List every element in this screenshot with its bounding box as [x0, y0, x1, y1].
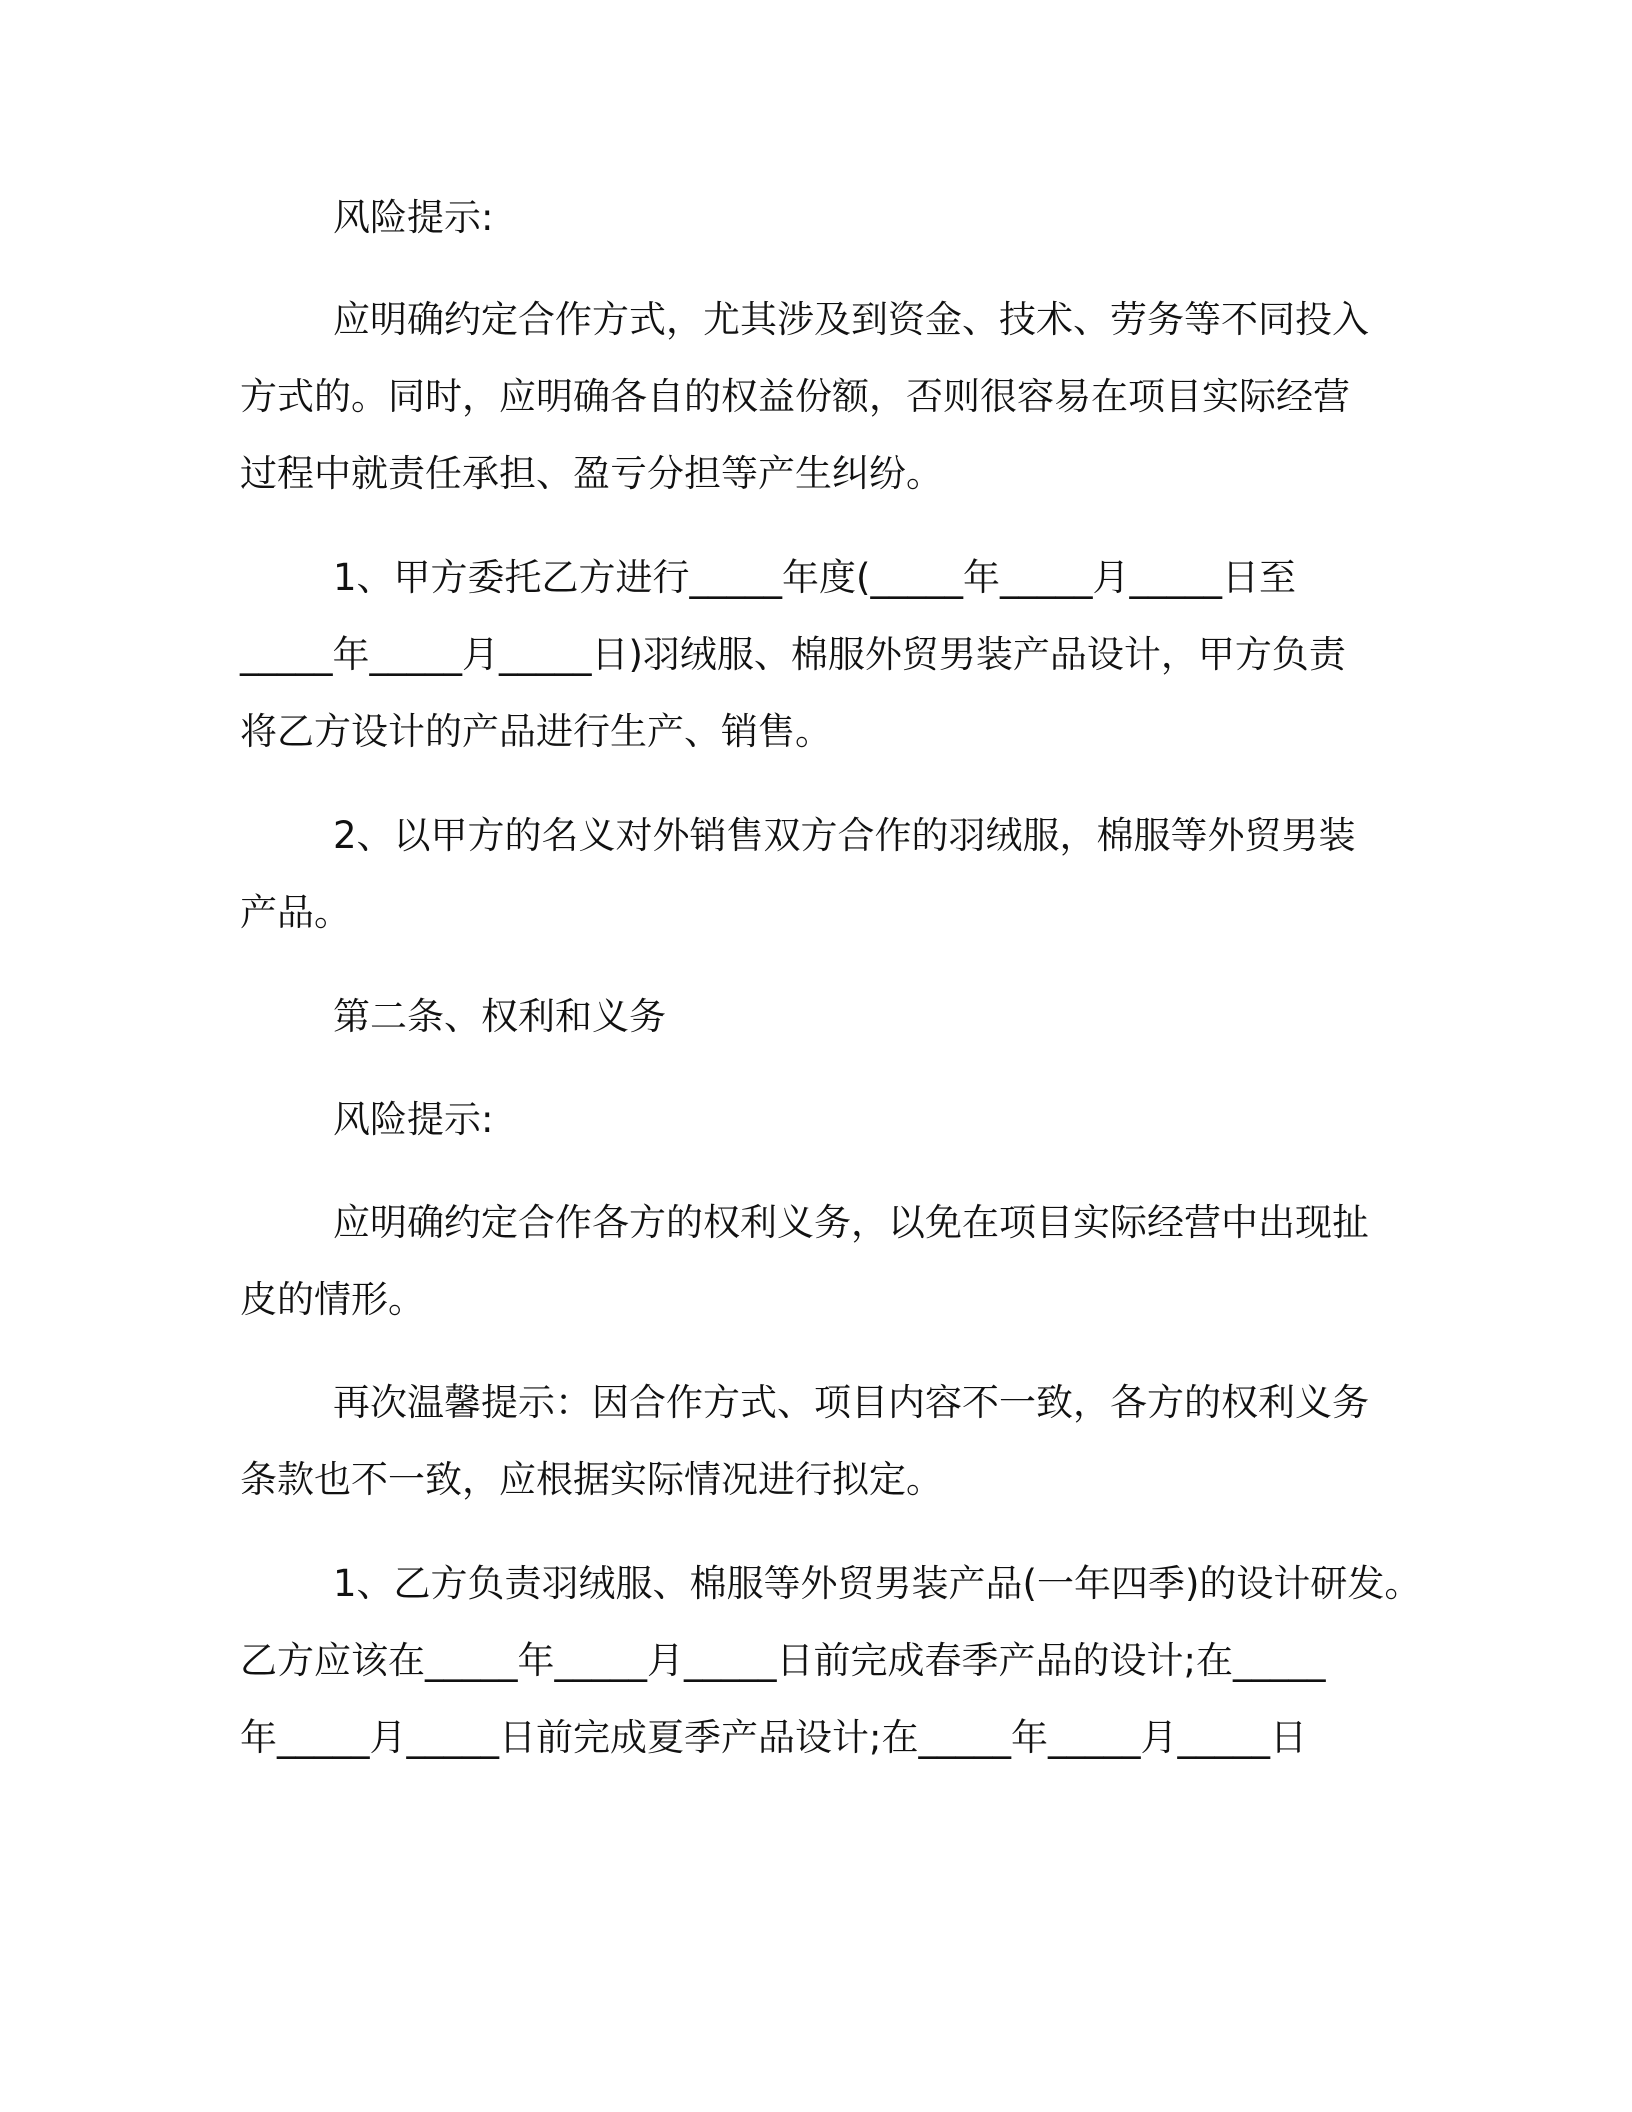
- obligation-item-1-line: 乙方应该在_____年_____月_____日前完成春季产品的设计;在_____: [240, 1639, 1326, 1682]
- risk-notice-heading: 风险提示:: [333, 1098, 494, 1141]
- clause-item-1-line: _____年_____月_____日)羽绒服、棉服外贸男装产品设计，甲方负责: [240, 633, 1346, 676]
- reminder-line: 条款也不一致，应根据实际情况进行拟定。: [240, 1458, 943, 1501]
- paragraph-line: 皮的情形。: [240, 1278, 425, 1321]
- paragraph-line: 应明确约定合作方式，尤其涉及到资金、技术、劳务等不同投入: [333, 298, 1369, 341]
- clause-item-2-line: 产品。: [240, 891, 351, 934]
- reminder-line: 再次温馨提示：因合作方式、项目内容不一致，各方的权利义务: [333, 1381, 1369, 1424]
- risk-notice-heading: 风险提示:: [333, 196, 494, 239]
- clause-item-1: 1、甲方委托乙方进行_____年度(_____年_____月_____日至: [333, 556, 1296, 599]
- paragraph-line: 方式的。同时，应明确各自的权益份额，否则很容易在项目实际经营: [240, 375, 1350, 418]
- obligation-item-1: 1、乙方负责羽绒服、棉服等外贸男装产品(一年四季)的设计研发。: [333, 1562, 1422, 1605]
- paragraph-line: 过程中就责任承担、盈亏分担等产生纠纷。: [240, 452, 943, 495]
- clause-item-2: 2、以甲方的名义对外销售双方合作的羽绒服，棉服等外贸男装: [333, 814, 1356, 857]
- clause-item-1-line: 将乙方设计的产品进行生产、销售。: [240, 710, 832, 753]
- article-2-heading: 第二条、权利和义务: [333, 995, 666, 1038]
- paragraph-line: 应明确约定合作各方的权利义务，以免在项目实际经营中出现扯: [333, 1201, 1369, 1244]
- obligation-item-1-line: 年_____月_____日前完成夏季产品设计;在_____年_____月_____日: [240, 1716, 1307, 1759]
